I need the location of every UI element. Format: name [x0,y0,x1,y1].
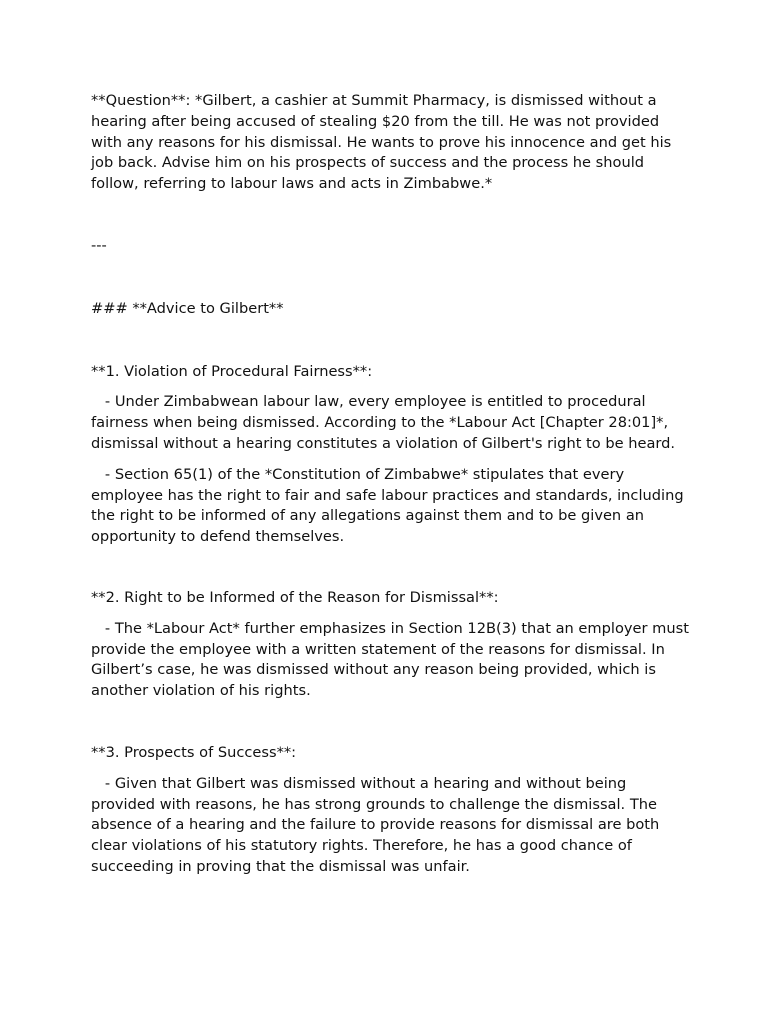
section-3-title: **3. Prospects of Success**: [91,743,297,761]
document-page [91,91,694,878]
question-paragraph: **Question**: *Gilbert, a cashier at Summit Pharmacy, is dismissed without a hearing after being accused of stealing $20 from the till. He was not provided with any reasons for his dismissal. He wants to prove his innocence and get his job back. Advise him on his prospects of success and the process he should follow, referring to labour laws and acts in Zimbabwe.* [91,92,676,193]
section-2-title: **2. Right to be Informed of the Reason for Dismissal**: [91,588,499,606]
section-1-title: **1. Violation of Procedural Fairness**: [91,362,373,380]
section-3-paragraph-1: - Given that Gilbert was dismissed without a hearing and without being provided with reasons, he has strong grounds to challenge the dismissal. The absence of a hearing and the failure to provide reasons for dismissal are both clear violations of his statutory rights. Therefore, he has a good chance of succeeding in proving that the dismissal was unfair. [91,774,664,875]
advice-heading: ### **Advice to Gilbert** [91,299,284,317]
horizontal-rule-marker: --- [91,236,107,254]
section-2-paragraph-1: - The *Labour Act* further emphasizes in Section 12B(3) that an employer must provide the employee with a written statement of the reasons for dismissal. In Gilbert’s case, he was dismissed without any reason being provided, which is another violation of his rights. [91,619,694,700]
section-1-paragraph-2: - Section 65(1) of the *Constitution of Zimbabwe* stipulates that every employee has the right to fair and safe labour practices and standards, including the right to be informed of any allegations against them and to be given an opportunity to defend themselves. [91,465,689,546]
section-1-paragraph-1: - Under Zimbabwean labour law, every employee is entitled to procedural fairness when being dismissed. According to the *Labour Act [Chapter 28:01]*, dismissal without a hearing constitutes a violation of Gilbert's right to be heard. [91,393,676,452]
